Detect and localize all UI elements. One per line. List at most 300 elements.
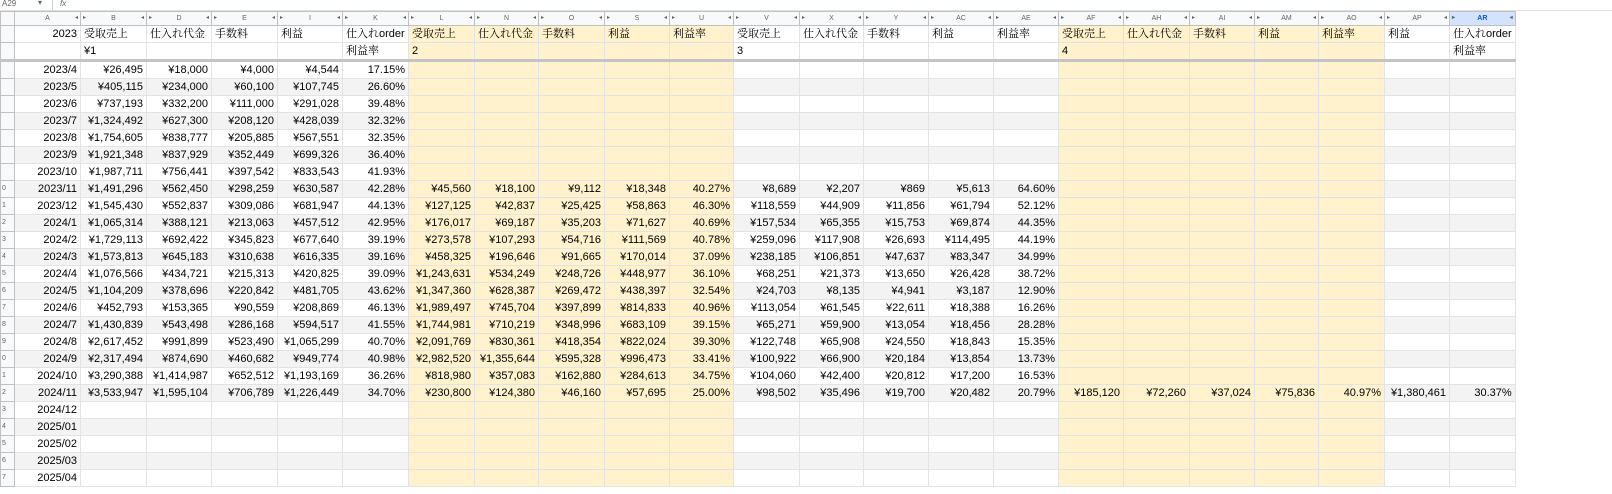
cell[interactable] <box>994 113 1059 130</box>
cell[interactable] <box>1059 470 1124 487</box>
cell[interactable] <box>994 470 1059 487</box>
cell[interactable] <box>1255 79 1319 96</box>
cell[interactable] <box>278 436 343 453</box>
cell[interactable] <box>475 402 539 419</box>
column-collapse-icon[interactable]: ◂ <box>402 15 406 21</box>
cell[interactable] <box>1059 61 1124 79</box>
cell[interactable] <box>475 113 539 130</box>
cell[interactable]: ¥2,091,769 <box>409 334 475 351</box>
cell[interactable]: ¥1,987,711 <box>81 164 147 181</box>
cell[interactable]: 利益率 <box>670 26 734 43</box>
cell[interactable] <box>994 436 1059 453</box>
cell[interactable]: ¥681,947 <box>278 198 343 215</box>
row-header[interactable]: 4 <box>1 249 15 266</box>
cell[interactable] <box>1124 283 1190 300</box>
row-header[interactable]: 4 <box>1 419 15 436</box>
column-header-n[interactable]: N ▸ ◂ <box>475 12 539 26</box>
cell[interactable] <box>1190 232 1255 249</box>
column-header-e[interactable]: E ▸ ◂ <box>212 12 278 26</box>
cell[interactable] <box>81 453 147 470</box>
cell[interactable]: 手数料 <box>864 26 929 43</box>
cell[interactable]: ¥124,380 <box>475 385 539 402</box>
cell[interactable] <box>409 402 475 419</box>
column-collapse-icon[interactable]: ◂ <box>468 15 472 21</box>
cell[interactable] <box>1190 215 1255 232</box>
cell[interactable] <box>605 453 670 470</box>
cell[interactable] <box>1319 283 1385 300</box>
cell[interactable] <box>539 402 605 419</box>
cell[interactable] <box>1385 215 1450 232</box>
cell[interactable]: ¥18,100 <box>475 181 539 198</box>
cell[interactable]: ¥345,823 <box>212 232 278 249</box>
cell[interactable]: 39.16% <box>343 249 409 266</box>
cell[interactable] <box>994 419 1059 436</box>
column-expand-icon[interactable]: ▸ <box>996 15 1000 21</box>
cell[interactable] <box>800 43 864 61</box>
column-expand-icon[interactable]: ▸ <box>931 15 935 21</box>
cell[interactable]: 39.30% <box>670 334 734 351</box>
cell[interactable] <box>1450 351 1516 368</box>
cell[interactable] <box>1255 215 1319 232</box>
cell[interactable]: ¥8,135 <box>800 283 864 300</box>
cell[interactable]: ¥1,065,314 <box>81 215 147 232</box>
cell[interactable] <box>929 113 994 130</box>
column-expand-icon[interactable]: ▸ <box>866 15 870 21</box>
cell[interactable] <box>409 147 475 164</box>
cell[interactable]: ¥628,387 <box>475 283 539 300</box>
cell[interactable] <box>994 453 1059 470</box>
cell[interactable]: ¥65,271 <box>734 317 800 334</box>
cell[interactable]: 利益 <box>278 26 343 43</box>
cell[interactable]: 2023/8 <box>15 130 81 147</box>
column-header-ap[interactable]: AP ▸ ◂ <box>1385 12 1450 26</box>
cell[interactable] <box>1450 130 1516 147</box>
cell[interactable]: 39.19% <box>343 232 409 249</box>
row-header[interactable]: 7 <box>1 300 15 317</box>
cell[interactable]: ¥13,054 <box>864 317 929 334</box>
cell[interactable] <box>1319 130 1385 147</box>
cell[interactable]: ¥230,800 <box>409 385 475 402</box>
cell[interactable] <box>1255 419 1319 436</box>
cell[interactable] <box>864 470 929 487</box>
cell[interactable] <box>212 453 278 470</box>
cell[interactable] <box>864 43 929 61</box>
cell[interactable] <box>1190 147 1255 164</box>
cell[interactable]: 受取売上 <box>734 26 800 43</box>
cell[interactable] <box>1190 79 1255 96</box>
cell[interactable] <box>539 436 605 453</box>
column-expand-icon[interactable]: ▸ <box>607 15 611 21</box>
cell[interactable]: ¥543,498 <box>147 317 212 334</box>
cell[interactable] <box>1385 419 1450 436</box>
cell[interactable]: ¥552,837 <box>147 198 212 215</box>
cell[interactable]: ¥756,441 <box>147 164 212 181</box>
cell[interactable] <box>1385 317 1450 334</box>
cell[interactable] <box>864 453 929 470</box>
cell[interactable] <box>1059 300 1124 317</box>
column-expand-icon[interactable]: ▸ <box>214 15 218 21</box>
column-expand-icon[interactable]: ▸ <box>1192 15 1196 21</box>
cell[interactable]: ¥269,472 <box>539 283 605 300</box>
cell[interactable] <box>147 453 212 470</box>
cell[interactable] <box>929 419 994 436</box>
cell[interactable]: 36.40% <box>343 147 409 164</box>
cell[interactable]: ¥75,836 <box>1255 385 1319 402</box>
cell[interactable] <box>409 453 475 470</box>
cell[interactable] <box>343 402 409 419</box>
column-header-ah[interactable]: AH ▸ ◂ <box>1124 12 1190 26</box>
cell[interactable] <box>1385 351 1450 368</box>
select-all-corner[interactable] <box>1 12 15 26</box>
cell[interactable]: ¥1,193,169 <box>278 368 343 385</box>
cell[interactable] <box>147 43 212 61</box>
cell[interactable]: ¥1,729,113 <box>81 232 147 249</box>
cell[interactable] <box>1385 198 1450 215</box>
cell[interactable]: ¥418,354 <box>539 334 605 351</box>
cell[interactable] <box>670 96 734 113</box>
cell[interactable] <box>734 113 800 130</box>
cell[interactable] <box>670 164 734 181</box>
cell[interactable] <box>994 43 1059 61</box>
cell[interactable] <box>409 79 475 96</box>
cell[interactable] <box>1059 249 1124 266</box>
cell[interactable]: ¥19,700 <box>864 385 929 402</box>
cell[interactable] <box>1319 470 1385 487</box>
row-header[interactable] <box>1 147 15 164</box>
cell[interactable]: 2025/02 <box>15 436 81 453</box>
cell[interactable]: ¥20,184 <box>864 351 929 368</box>
cell[interactable] <box>409 470 475 487</box>
cell[interactable]: ¥1,380,461 <box>1385 385 1450 402</box>
row-header[interactable]: 0 <box>1 181 15 198</box>
cell[interactable] <box>1385 283 1450 300</box>
cell[interactable]: ¥1,324,492 <box>81 113 147 130</box>
cell[interactable]: ¥534,249 <box>475 266 539 283</box>
cell[interactable]: 32.35% <box>343 130 409 147</box>
cell[interactable] <box>1385 402 1450 419</box>
cell[interactable]: 20.79% <box>994 385 1059 402</box>
cell[interactable]: ¥1,347,360 <box>409 283 475 300</box>
cell[interactable] <box>1059 283 1124 300</box>
cell[interactable] <box>1059 113 1124 130</box>
cell[interactable]: 26.60% <box>343 79 409 96</box>
cell[interactable] <box>1059 215 1124 232</box>
cell[interactable] <box>1124 317 1190 334</box>
cell[interactable]: 43.62% <box>343 283 409 300</box>
cell[interactable]: ¥18,843 <box>929 334 994 351</box>
cell[interactable] <box>1319 232 1385 249</box>
cell[interactable]: ¥208,869 <box>278 300 343 317</box>
cell[interactable] <box>864 402 929 419</box>
cell[interactable]: ¥2,317,494 <box>81 351 147 368</box>
cell[interactable]: ¥170,014 <box>605 249 670 266</box>
cell[interactable] <box>1319 181 1385 198</box>
cell[interactable] <box>605 402 670 419</box>
cell[interactable]: 38.72% <box>994 266 1059 283</box>
row-header[interactable]: 5 <box>1 436 15 453</box>
cell[interactable] <box>1059 317 1124 334</box>
cell[interactable]: 39.09% <box>343 266 409 283</box>
cell[interactable]: ¥45,560 <box>409 181 475 198</box>
cell[interactable] <box>929 61 994 79</box>
cell[interactable]: 46.13% <box>343 300 409 317</box>
cell[interactable]: 2024/11 <box>15 385 81 402</box>
cell[interactable]: 2025/01 <box>15 419 81 436</box>
cell[interactable]: ¥58,863 <box>605 198 670 215</box>
cell[interactable] <box>605 130 670 147</box>
cell[interactable] <box>1385 130 1450 147</box>
cell[interactable]: 17.15% <box>343 61 409 79</box>
cell[interactable]: 利益率 <box>343 43 409 61</box>
cell[interactable] <box>734 147 800 164</box>
column-collapse-icon[interactable]: ◂ <box>727 15 731 21</box>
cell[interactable] <box>994 147 1059 164</box>
cell[interactable]: ¥42,400 <box>800 368 864 385</box>
cell[interactable] <box>1450 79 1516 96</box>
cell[interactable]: 37.09% <box>670 249 734 266</box>
cell[interactable]: 2023/5 <box>15 79 81 96</box>
cell[interactable]: ¥1,491,296 <box>81 181 147 198</box>
cell[interactable] <box>1385 266 1450 283</box>
column-expand-icon[interactable]: ▸ <box>1061 15 1065 21</box>
cell[interactable]: ¥60,100 <box>212 79 278 96</box>
cell[interactable] <box>800 453 864 470</box>
column-collapse-icon[interactable]: ◂ <box>336 15 340 21</box>
column-collapse-icon[interactable]: ◂ <box>1248 15 1252 21</box>
cell[interactable]: ¥822,024 <box>605 334 670 351</box>
column-collapse-icon[interactable]: ◂ <box>857 15 861 21</box>
cell[interactable]: ¥215,313 <box>212 266 278 283</box>
cell[interactable]: ¥284,613 <box>605 368 670 385</box>
cell[interactable]: ¥4,544 <box>278 61 343 79</box>
cell[interactable]: ¥1,226,449 <box>278 385 343 402</box>
cell[interactable]: ¥162,880 <box>539 368 605 385</box>
cell[interactable] <box>1059 402 1124 419</box>
cell[interactable] <box>994 79 1059 96</box>
cell[interactable] <box>1190 470 1255 487</box>
cell[interactable] <box>734 419 800 436</box>
cell[interactable] <box>1319 334 1385 351</box>
column-expand-icon[interactable]: ▸ <box>802 15 806 21</box>
cell[interactable]: 34.99% <box>994 249 1059 266</box>
cell[interactable]: 2023/4 <box>15 61 81 79</box>
cell[interactable] <box>212 470 278 487</box>
cell[interactable]: 2024/8 <box>15 334 81 351</box>
cell[interactable] <box>409 436 475 453</box>
cell[interactable] <box>1450 164 1516 181</box>
cell[interactable]: ¥838,777 <box>147 130 212 147</box>
cell[interactable] <box>539 79 605 96</box>
cell[interactable] <box>1385 79 1450 96</box>
column-collapse-icon[interactable]: ◂ <box>74 15 78 21</box>
cell[interactable]: 40.70% <box>343 334 409 351</box>
cell[interactable] <box>800 130 864 147</box>
cell[interactable]: ¥745,704 <box>475 300 539 317</box>
cell[interactable] <box>1319 419 1385 436</box>
cell[interactable] <box>670 470 734 487</box>
cell[interactable] <box>1059 96 1124 113</box>
cell[interactable]: 44.13% <box>343 198 409 215</box>
cell[interactable] <box>539 147 605 164</box>
cell[interactable] <box>929 147 994 164</box>
cell[interactable] <box>864 61 929 79</box>
cell[interactable] <box>864 436 929 453</box>
cell[interactable] <box>1255 96 1319 113</box>
cell[interactable]: ¥460,682 <box>212 351 278 368</box>
cell[interactable] <box>1450 334 1516 351</box>
cell[interactable] <box>1190 351 1255 368</box>
cell[interactable] <box>734 453 800 470</box>
cell[interactable]: ¥47,637 <box>864 249 929 266</box>
cell[interactable] <box>994 96 1059 113</box>
cell[interactable]: 28.28% <box>994 317 1059 334</box>
cell[interactable] <box>994 61 1059 79</box>
cell[interactable]: 受取売上 <box>1059 26 1124 43</box>
cell[interactable]: 2024/12 <box>15 402 81 419</box>
column-header-x[interactable]: X ▸ ◂ <box>800 12 864 26</box>
cell[interactable]: 2023/6 <box>15 96 81 113</box>
cell[interactable] <box>605 43 670 61</box>
cell[interactable] <box>929 402 994 419</box>
cell[interactable]: ¥397,542 <box>212 164 278 181</box>
cell[interactable]: 40.97% <box>1319 385 1385 402</box>
column-expand-icon[interactable]: ▸ <box>477 15 481 21</box>
cell[interactable]: ¥1,104,209 <box>81 283 147 300</box>
cell[interactable] <box>1124 436 1190 453</box>
cell[interactable]: ¥1,921,348 <box>81 147 147 164</box>
column-expand-icon[interactable]: ▸ <box>1452 15 1456 21</box>
column-collapse-icon[interactable]: ◂ <box>922 15 926 21</box>
row-header[interactable]: 6 <box>1 283 15 300</box>
cell[interactable]: 利益率 <box>1319 26 1385 43</box>
cell[interactable]: ¥18,456 <box>929 317 994 334</box>
row-header[interactable]: 2 <box>1 385 15 402</box>
cell[interactable]: ¥65,908 <box>800 334 864 351</box>
cell[interactable] <box>1319 96 1385 113</box>
cell[interactable] <box>1124 147 1190 164</box>
cell[interactable]: ¥107,293 <box>475 232 539 249</box>
cell[interactable]: 41.93% <box>343 164 409 181</box>
cell[interactable] <box>1450 266 1516 283</box>
cell[interactable]: 2024/6 <box>15 300 81 317</box>
row-header[interactable] <box>1 96 15 113</box>
cell[interactable]: ¥357,083 <box>475 368 539 385</box>
cell[interactable] <box>929 96 994 113</box>
cell[interactable]: ¥9,112 <box>539 181 605 198</box>
cell[interactable] <box>1385 453 1450 470</box>
cell[interactable]: 34.75% <box>670 368 734 385</box>
cell[interactable] <box>1319 79 1385 96</box>
cell[interactable]: 2023/9 <box>15 147 81 164</box>
cell[interactable]: ¥13,854 <box>929 351 994 368</box>
cell[interactable]: ¥59,900 <box>800 317 864 334</box>
cell[interactable] <box>1255 130 1319 147</box>
cell[interactable] <box>1190 436 1255 453</box>
cell[interactable]: ¥310,638 <box>212 249 278 266</box>
cell[interactable]: 42.95% <box>343 215 409 232</box>
cell[interactable] <box>278 453 343 470</box>
cell[interactable] <box>1190 164 1255 181</box>
cell[interactable] <box>475 61 539 79</box>
cell[interactable] <box>800 79 864 96</box>
column-header-ai[interactable]: AI ▸ ◂ <box>1190 12 1255 26</box>
cell[interactable] <box>1385 164 1450 181</box>
cell[interactable]: ¥72,260 <box>1124 385 1190 402</box>
cell[interactable]: 40.69% <box>670 215 734 232</box>
cell[interactable] <box>1190 130 1255 147</box>
cell[interactable] <box>929 470 994 487</box>
cell[interactable]: ¥100,922 <box>734 351 800 368</box>
cell[interactable]: ¥20,812 <box>864 368 929 385</box>
cell[interactable] <box>1255 198 1319 215</box>
cell[interactable]: ¥54,716 <box>539 232 605 249</box>
cell[interactable]: ¥273,578 <box>409 232 475 249</box>
cell[interactable]: ¥26,428 <box>929 266 994 283</box>
column-collapse-icon[interactable]: ◂ <box>271 15 275 21</box>
column-header-b[interactable]: B ▸ ◂ <box>81 12 147 26</box>
row-header[interactable]: 3 <box>1 402 15 419</box>
cell[interactable] <box>1124 300 1190 317</box>
cell[interactable]: 42.28% <box>343 181 409 198</box>
cell[interactable]: ¥13,650 <box>864 266 929 283</box>
cell[interactable]: 4 <box>1059 43 1124 61</box>
cell[interactable]: ¥630,587 <box>278 181 343 198</box>
cell[interactable]: ¥44,909 <box>800 198 864 215</box>
cell[interactable] <box>1450 317 1516 334</box>
cell[interactable] <box>1450 300 1516 317</box>
cell[interactable]: 2023/10 <box>15 164 81 181</box>
cell[interactable] <box>278 419 343 436</box>
cell[interactable] <box>1059 232 1124 249</box>
cell[interactable]: 仕入れ代金 <box>475 26 539 43</box>
cell[interactable] <box>1190 198 1255 215</box>
cell[interactable] <box>1450 402 1516 419</box>
cell[interactable] <box>343 419 409 436</box>
cell[interactable]: ¥833,543 <box>278 164 343 181</box>
cell[interactable]: ¥3,533,947 <box>81 385 147 402</box>
row-header[interactable]: 7 <box>1 470 15 487</box>
cell[interactable]: ¥869 <box>864 181 929 198</box>
cell[interactable] <box>1255 164 1319 181</box>
cell[interactable] <box>1385 368 1450 385</box>
cell[interactable]: 利益 <box>1385 26 1450 43</box>
cell[interactable] <box>409 164 475 181</box>
cell[interactable] <box>605 164 670 181</box>
cell[interactable] <box>1124 351 1190 368</box>
cell[interactable]: 2023/7 <box>15 113 81 130</box>
cell[interactable] <box>147 436 212 453</box>
cell[interactable] <box>1319 368 1385 385</box>
cell[interactable]: ¥111,569 <box>605 232 670 249</box>
cell[interactable] <box>1319 453 1385 470</box>
cell[interactable] <box>1385 436 1450 453</box>
cell[interactable]: ¥238,185 <box>734 249 800 266</box>
cell[interactable] <box>475 43 539 61</box>
cell[interactable] <box>1124 249 1190 266</box>
cell[interactable] <box>1255 317 1319 334</box>
cell[interactable]: ¥428,039 <box>278 113 343 130</box>
cell[interactable] <box>1450 61 1516 79</box>
cell[interactable]: ¥1,545,430 <box>81 198 147 215</box>
cell[interactable]: ¥595,328 <box>539 351 605 368</box>
cell[interactable] <box>409 96 475 113</box>
cell[interactable]: ¥71,627 <box>605 215 670 232</box>
cell[interactable]: 46.30% <box>670 198 734 215</box>
cell[interactable] <box>734 130 800 147</box>
cell[interactable]: 仕入れorder <box>1450 26 1516 43</box>
cell[interactable]: ¥298,259 <box>212 181 278 198</box>
cell[interactable]: 仕入れ代金 <box>147 26 212 43</box>
